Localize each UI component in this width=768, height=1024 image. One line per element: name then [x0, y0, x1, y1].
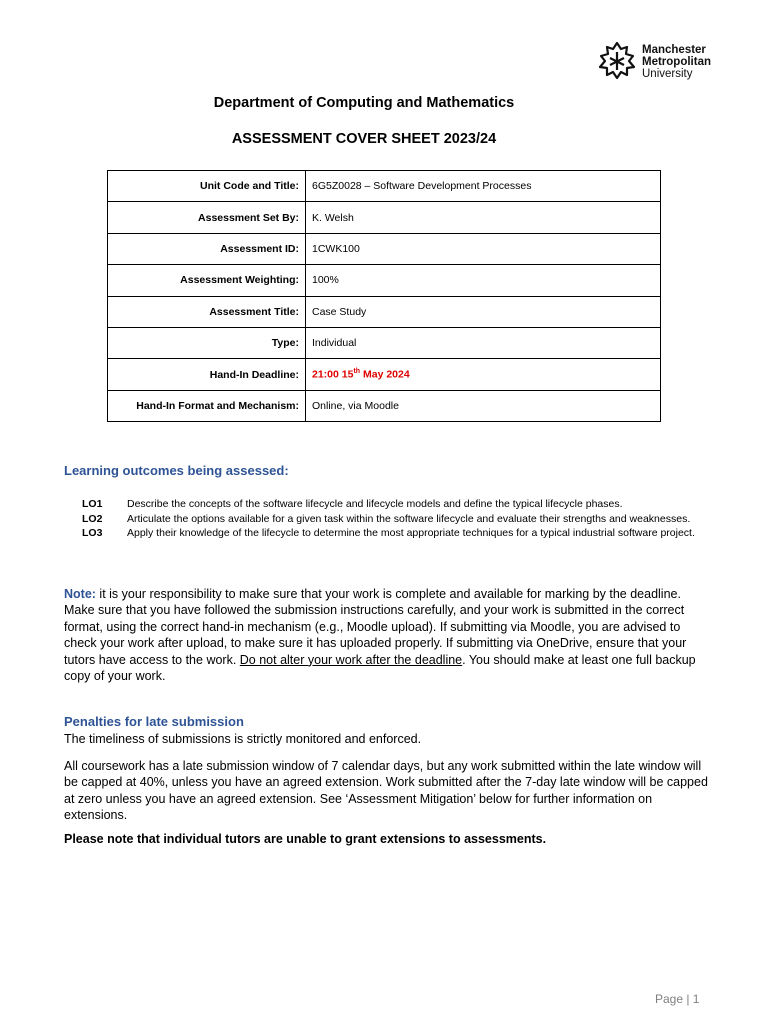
- row-label: Assessment ID:: [108, 233, 306, 264]
- table-row: [108, 202, 661, 233]
- department-heading: Department of Computing and Mathematics: [213, 95, 515, 111]
- row-label: Hand-In Deadline:: [108, 359, 306, 390]
- row-label: Unit Code and Title:: [108, 171, 306, 202]
- row-value: Individual: [306, 327, 661, 358]
- logo-line-2: Metropolitan: [642, 56, 711, 68]
- logo-line-1: Manchester: [642, 44, 706, 56]
- row-label: Assessment Weighting:: [108, 265, 306, 296]
- table-row: [108, 171, 661, 202]
- row-value: Online, via Moodle: [306, 390, 661, 421]
- page-title: ASSESSMENT COVER SHEET 2023/24: [231, 131, 497, 147]
- list-item: [82, 512, 702, 527]
- lo-text: Apply their knowledge of the lifecycle to determine the most appropriate techniques for a typical industrial software project.: [127, 527, 695, 539]
- page-number: Page | 1: [655, 992, 700, 1006]
- university-crest-icon: [596, 40, 638, 84]
- extensions-note: Please note that individual tutors are unable to grant extensions to assessments.: [64, 832, 547, 846]
- lo-code: LO1: [82, 498, 103, 510]
- deadline-month: May 2024: [360, 368, 410, 381]
- note-paragraph: [64, 586, 709, 684]
- lo-text: Describe the concepts of the software lifecycle and lifecycle models and define the typical lifecycle phases.: [127, 498, 623, 510]
- penalties-heading: Penalties for late submission: [64, 714, 244, 729]
- deadline-ordinal: th: [353, 368, 361, 376]
- note-label: Note:: [64, 587, 96, 601]
- note-text-1: it is your responsibility to make sure that your work is complete and available for marking by the deadline. Make sure that you have followed the submission instructions carefully, and your work is submitted in the correct format, using the correct hand-in mechanism (e.g., Moodle upload). If submitting via Moodle, you are advised to check your work after upload, to make sure it has uploaded properly. If submitting via OneDrive, ensure that your tutors have access to the work.: [64, 587, 687, 667]
- lo-code: LO3: [82, 527, 103, 539]
- logo-line-3: University: [642, 68, 693, 80]
- table-row: [108, 390, 661, 421]
- row-value: 1CWK100: [306, 233, 661, 264]
- lo-text: Articulate the options available for a given task within the software lifecycle and evaluate their strengths and weaknesses.: [127, 512, 691, 525]
- row-label: Hand-In Format and Mechanism:: [108, 390, 306, 421]
- learning-outcomes-list: [82, 497, 702, 541]
- table-row: [108, 296, 661, 327]
- university-logo: [596, 40, 711, 84]
- penalties-intro: The timeliness of submissions is strictly monitored and enforced.: [64, 732, 422, 746]
- row-label: Assessment Set By:: [108, 202, 306, 233]
- row-label: Type:: [108, 327, 306, 358]
- table-row: [108, 233, 661, 264]
- learning-outcomes-heading: Learning outcomes being assessed:: [64, 463, 289, 478]
- row-value: K. Welsh: [306, 202, 661, 233]
- table-row: [108, 265, 661, 296]
- row-value: 100%: [306, 265, 661, 296]
- penalties-details: All coursework has a late submission window of 7 calendar days, but any work submitted within the late window will be capped at 40%, unless you have an agreed extension. Work submitted after the 7-day late window will be capped at zero unless you have an agreed extension. See ‘Assessment Mitigation’ below for further information on extensions.: [64, 759, 708, 823]
- table-row: [108, 359, 661, 390]
- row-value: 6G5Z0028 – Software Development Processes: [306, 171, 661, 202]
- note-underlined: Do not alter your work after the deadline: [239, 652, 463, 667]
- row-label: Assessment Title:: [108, 296, 306, 327]
- list-item: [82, 526, 702, 541]
- lo-code: LO2: [82, 512, 103, 525]
- assessment-info-table: [107, 170, 661, 422]
- deadline-value: [306, 359, 661, 390]
- list-item: [82, 497, 702, 512]
- row-value: Case Study: [306, 296, 661, 327]
- table-row: [108, 327, 661, 358]
- note-text-2: . You should make at least one full backup copy of your work.: [64, 652, 696, 684]
- deadline-time: 21:00 15: [312, 368, 354, 381]
